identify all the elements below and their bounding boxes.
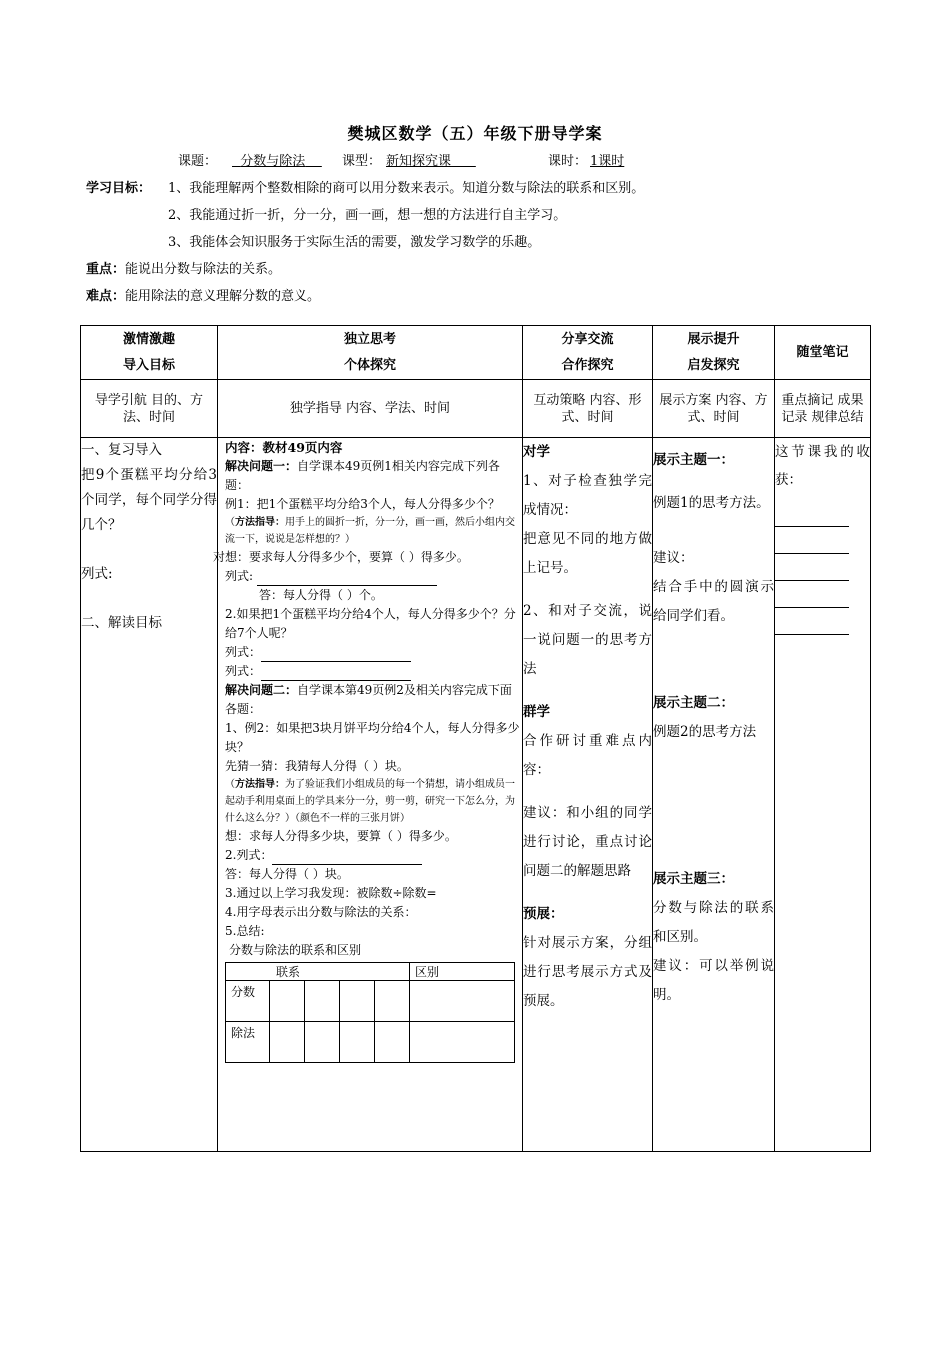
subheader-col-2: 独学指导 内容、学法、时间 [218, 380, 523, 438]
subheader-col-3: 互动策略 内容、形式、时间 [523, 380, 653, 438]
table-subheader-row [81, 380, 871, 438]
summary-header-difference: 区别 [410, 963, 515, 981]
summary-row-fraction: 分数 [226, 981, 270, 1022]
col-presentation: 展示主题一： 例题1的思考方法。 建议： 结合手中的圆演示给同学们看。 展示主题二： 例题2的思考方法 展示主题三： 分数与除法的联系和区别。 建议：可以举例说明。 [653, 438, 775, 1152]
header-col-1: 激情激趣 导入目标 [81, 326, 218, 380]
notes-blank-lines [775, 500, 870, 635]
col-guide: 一、复习导入 把9个蛋糕平均分给3个同学，每个同学分得几个？ 列式: 二、解读目标 [81, 438, 218, 1152]
col-cooperation: 对学 1、对子检查独学完成情况： 把意见不同的地方做上记号。 2、和对子交流，说一说问题一的思考方法 群学 合作研讨重难点内容： 建议：和小组的同学进行讨论，重点讨论问题二的解题思路 预展： 针对展示方案，分组进行思考展示方式及预展。 [523, 438, 653, 1152]
type-value: 新知探究课 [386, 154, 452, 169]
goal-3: 3、我能体会知识服务于实际生活的需要，激发学习数学的乐趣。 [168, 235, 541, 250]
goal-1: 1、我能理解两个整数相除的商可以用分数来表示。知道分数与除法的联系和区别。 [168, 181, 645, 196]
goals-label: 学习目标： [86, 181, 152, 196]
summary-row-division: 除法 [226, 1022, 270, 1063]
header-col-2: 独立思考 个体探究 [218, 326, 523, 380]
table-body-row [81, 438, 871, 1152]
topic-label: 课题： [178, 154, 218, 169]
summary-table [225, 962, 515, 1063]
header-col-3: 分享交流 合作探究 [523, 326, 653, 380]
hours-label: 课时： [548, 154, 588, 169]
table-header-row [81, 326, 871, 380]
summary-header-relation: 联系 [226, 963, 410, 981]
key-point: 重点：能说出分数与除法的关系。 [86, 262, 282, 277]
header-col-4: 展示提升 启发探究 [653, 326, 775, 380]
difficulty-point: 难点：能用除法的意义理解分数的意义。 [86, 289, 321, 304]
header-col-5: 随堂笔记 [775, 326, 871, 380]
study-plan-table [80, 325, 871, 1152]
page-title: 樊城区数学（五）年级下册导学案 [347, 124, 603, 143]
goal-2: 2、我能通过折一折，分一分，画一画，想一想的方法进行自主学习。 [168, 208, 567, 223]
subheader-col-1: 导学引航 目的、方法、时间 [81, 380, 218, 438]
subheader-col-4: 展示方案 内容、方式、时间 [653, 380, 775, 438]
type-label: 课型： [342, 154, 382, 169]
col-self-study: 内容：教材49页内容 解决问题一：自学课本49页例1相关内容完成下列各题： 例1：把1个蛋糕平均分给3个人，每人分得多少个？ （方法指导：用手上的圆折一折，分一分，画一画，然后小组内交流一下，说说是怎样想的？） 对想：要求每人分得多少个，要算（ ）得多少。 列式: 答：每人分得（ ）个。 2.如果把1个蛋糕平均分给4个人，每人分得多少个？分给7个人呢？ 列式： 列式： 解决问题二：自学课本第49页例2及相关内容完成下面各题： 1、例2：如果把3块月饼平均分给4个人，每人分得多少块？ 先猜一猜：我猜每人分得（ ）块。 （方法指导：为了验证我们小组成员的每一个猜想，请小组成员一起动手利用桌面上的学具来分一分，剪一剪，研究一下怎么分，为什么这么分？）（颜色不一样的三张月饼） 想：求每人分得多少块，要算（ ）得多少。 2.列式： 答：每人分得（ ）块。 3.通过以上学习我发现：被除数÷除数= 4.用字母表示出分数与除法的关系： 5.总结: 分数与除法的联系和区别 联系 区别 分数 除法 [218, 438, 523, 1152]
hours-value: 1课时 [590, 154, 625, 169]
topic-value: 分数与除法 [240, 154, 306, 169]
col-notes: 这节课我的收获： [775, 438, 871, 1152]
subheader-col-5: 重点摘记 成果记录 规律总结 [775, 380, 871, 438]
